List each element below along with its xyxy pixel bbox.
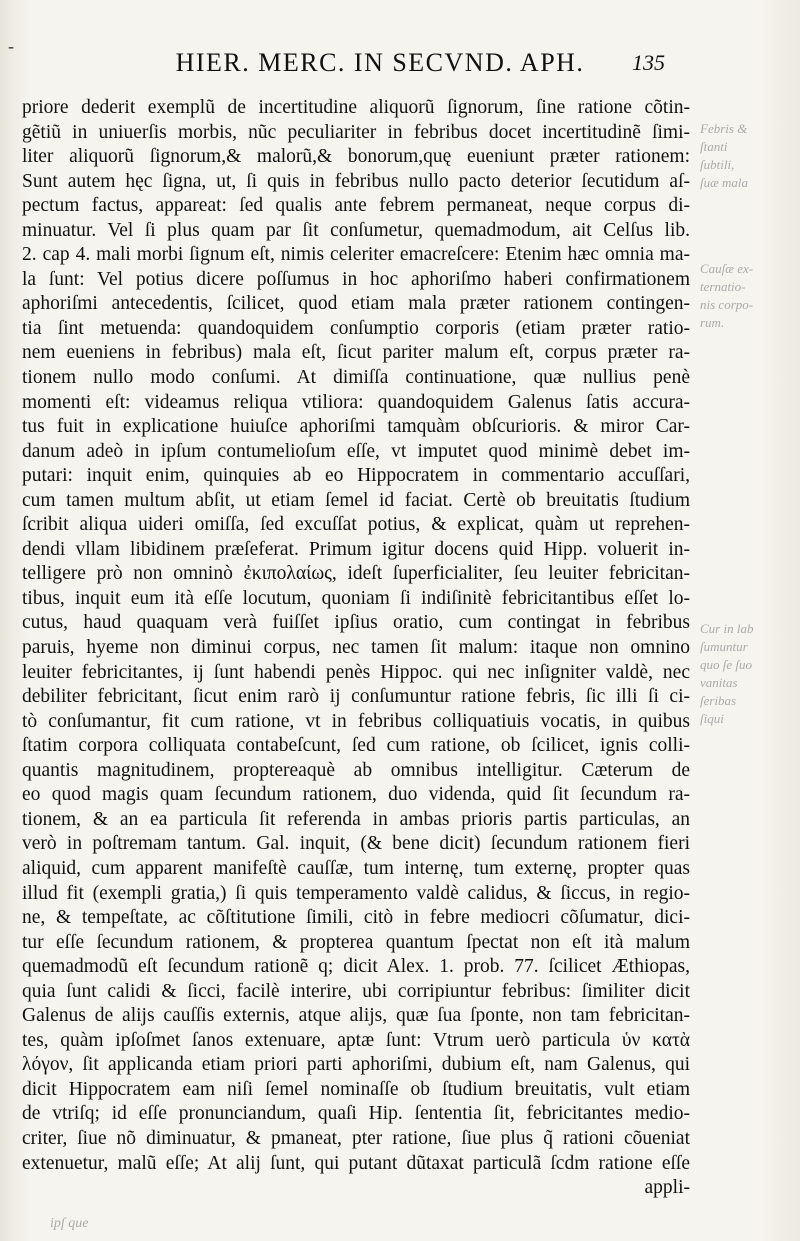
- text-line: minuatur. Vel ſi plus quam par ſit conſumetur, quemadmodum, ait Celſus lib.: [22, 219, 690, 241]
- margin-note-3: [700, 620, 800, 728]
- text-line: appli-: [644, 1177, 690, 1199]
- text-line: danum adeò in ipſum contumelioſum eſſe, vt imputet quod minimè debet im-: [22, 440, 690, 462]
- text-line: tus fuit in explicatione huiuſce aphoriſmi tamquàm obſcurioris. & miror Car-: [22, 416, 690, 438]
- margin-note-line: Cauſæ ex-: [700, 261, 754, 276]
- margin-note-line: quo ſe ſuo: [700, 657, 752, 672]
- text-line: illud fit (exempli gratia,) ſi quis temperamento valdè calidus, & ſiccus, in regio-: [22, 882, 690, 904]
- margin-dash: -: [8, 36, 14, 56]
- margin-note-line: ternatio-: [700, 279, 746, 294]
- text-line: tia ſint metuenda: quandoquidem conſumptio corporis (etiam præter ratio-: [22, 317, 690, 339]
- text-line: aliquid, cum apparent manifeſtè cauſſæ, tum internę, tum externę, propter quas: [22, 857, 690, 879]
- text-line: tibus, inquit eum ità eſſe locutum, quoniam ſi indiſinitè febricitantibus eſſet lo-: [22, 587, 690, 609]
- text-line: leuiter febricitantes, ij ſunt habendi penès Hippoc. qui nec inſigniter valdè, nec: [22, 661, 690, 683]
- text-line: tionem nullo modo conſumi. At dimiſſa continuatione, quæ nullius penè: [22, 367, 690, 389]
- text-line: tò conſumantur, fit cum ratione, vt in febribus colliquatiuis vocatis, in quibus: [22, 710, 690, 732]
- text-line: quantis magnitudinem, proptereaquè ab omnibus intelligitur. Cæterum de: [22, 759, 690, 781]
- text-line: priore dederit exemplũ de incertitudine aliquorũ ſignorum, ſine ratione cõtin-: [22, 97, 690, 118]
- margin-note-line: ſumuntur: [700, 639, 748, 654]
- text-line: tionem, & an ea particula ſit referenda in ambas prioris partis particulas, an: [22, 808, 690, 830]
- text-line: quia ſunt calidi & ſicci, facilè interire, ubi corripiuntur febribus: ſimiliter dicit: [22, 980, 690, 1002]
- text-line: tur eſſe ſecundum rationem, & propterea quantum ſpectat non eſt ità malum: [22, 931, 690, 953]
- text-line: momenti eſt: videamus reliqua vtiliora: quandoquidem Galenus ſatis accura-: [22, 391, 690, 413]
- margin-note-line: ſiqui: [700, 711, 724, 726]
- text-line: ſcribit aliqua uideri omiſſa, ſed excuſſat potius, & explicat, quàm ut reprehen-: [22, 514, 690, 536]
- text-line: dendi vllam libidinem præſeferat. Primum igitur docens quid Hipp. voluerit in-: [22, 538, 690, 560]
- text-line: liter aliquorũ ſignorum,& malorũ,& bonorum,quę eueniunt præter rationem:: [22, 146, 690, 168]
- text-line: extenuetur, malũ eſſe; At alij ſunt, qui putant dũtaxat particulã ſcdm ratione eſſe: [22, 1152, 690, 1174]
- margin-note-line: ſuæ mala: [700, 175, 749, 190]
- page-number: 135: [632, 50, 665, 75]
- text-line: de vtriſq; id eſſe pronunciandum, quaſi Hip. ſententia ſit, febricitantes medio-: [22, 1103, 690, 1125]
- text-line: cum tamen multum abſit, ut etiam ſemel id faciat. Certè ob breuitatis ſtudium: [22, 489, 690, 511]
- margin-note-line: vanitas: [700, 675, 738, 690]
- bleed-through-text: ipſ que: [50, 1216, 89, 1231]
- margin-note-line: nis corpo-: [700, 297, 754, 312]
- margin-note-line: ſtanti: [700, 139, 728, 154]
- text-line: 2. cap 4. mali morbi ſignum eſt, nimis celeriter emacreſcere: Etenim hæc omnia ma-: [22, 244, 690, 266]
- text-line: quemadmodũ eſt ſecundum rationẽ q; dicit Alex. 1. prob. 77. ſcilicet Æthiopas,: [22, 956, 690, 978]
- text-line: verò in poſtremam tantum. Gal. inquit, (& bene dicit) ſecundum rationem fieri: [22, 833, 690, 855]
- text-line: aphoriſmi antecedentis, ſcilicet, quod etiam mala præter rationem contingen-: [22, 293, 690, 315]
- text-line: Galenus de alijs cauſſis externis, atque alijs, quæ ſua ſponte, non tam febricitan-: [22, 1005, 690, 1027]
- text-line: la ſunt: Vel potius dicere poſſumus in hoc aphoriſmo haberi confirmationem: [22, 268, 690, 290]
- running-head: HIER. MERC. IN SECVND. APH.: [175, 48, 585, 77]
- margin-note-line: Cur in lab: [700, 621, 754, 636]
- text-line: putari: inquit enim, quinquies ab eo Hippocratem in commentario accuſſari,: [22, 465, 690, 487]
- text-line: debiliter febricitant, ſicut enim rarò ij conſumuntur ratione febris, ſic illi ſi ci-: [22, 686, 690, 708]
- text-line: gẽtiũ in uniuerſis morbis, nũc peculiariter in febribus docet incertitudinẽ ſimi-: [22, 121, 690, 143]
- text-line: criter, ſiue nõ diminuatur, & pmaneat, pter ratione, ſiue plus q̃ rationi cõueniat: [22, 1127, 690, 1149]
- text-line: ne, & tempeſtate, ac cõſtitutione ſimili, citò in febre mediocri cõſumatur, dici-: [22, 907, 690, 929]
- margin-note-2: [700, 260, 800, 332]
- body-text: [22, 96, 690, 1201]
- text-line: paruis, hyeme non diminui corpus, nec tamen ſit malum: itaque non omnino: [22, 637, 690, 659]
- text-line: cutus, haud quaquam verà fuiſſet ipſius oratio, cum contingat in febribus: [22, 612, 690, 634]
- text-line: telligere prò non omninò ἐκιπολαίως, ideſt ſuperficialiter, ſeu leuiter febricitan-: [22, 563, 690, 585]
- text-line: ſtatim corpora colliquata contabeſcunt, ſed cum ratione, ob ſcilicet, ignis colli-: [22, 735, 690, 757]
- text-line: dicit Hippocratem eam niſi ſemel nominaſſe ob ſtudium breuitatis, vult etiam: [22, 1078, 690, 1100]
- text-line: eo quod magis quam ſecundum rationem, duo videnda, quid ſit ſecundum ra-: [22, 784, 690, 806]
- text-line: tes, quàm ipſoſmet ſanos extenuare, aptæ ſunt: Vtrum uerò particula ὑν κατὰ: [22, 1029, 690, 1051]
- margin-note-line: rum.: [700, 315, 725, 330]
- text-line: nem eueniens in febribus) mala eſt, ſicut pariter malum eſt, corpus præter ra-: [22, 342, 690, 364]
- margin-note-line: ſeribas: [700, 693, 737, 708]
- text-line: pectum factus, appareat: ſed qualis ante febrem permaneat, neque corpus di-: [22, 195, 690, 217]
- text-line: λόγον, ſit applicanda etiam priori parti aphoriſmi, dubium eſt, nam Galenus, qui: [22, 1054, 690, 1076]
- margin-note-line: ſubtili,: [700, 157, 735, 172]
- text-line: Sunt autem hęc ſigna, ut, ſi quis in febribus nullo pacto deterior ſecutidum aſ-: [22, 170, 690, 192]
- margin-note-1: [700, 120, 800, 192]
- margin-note-line: Febris &: [700, 121, 748, 136]
